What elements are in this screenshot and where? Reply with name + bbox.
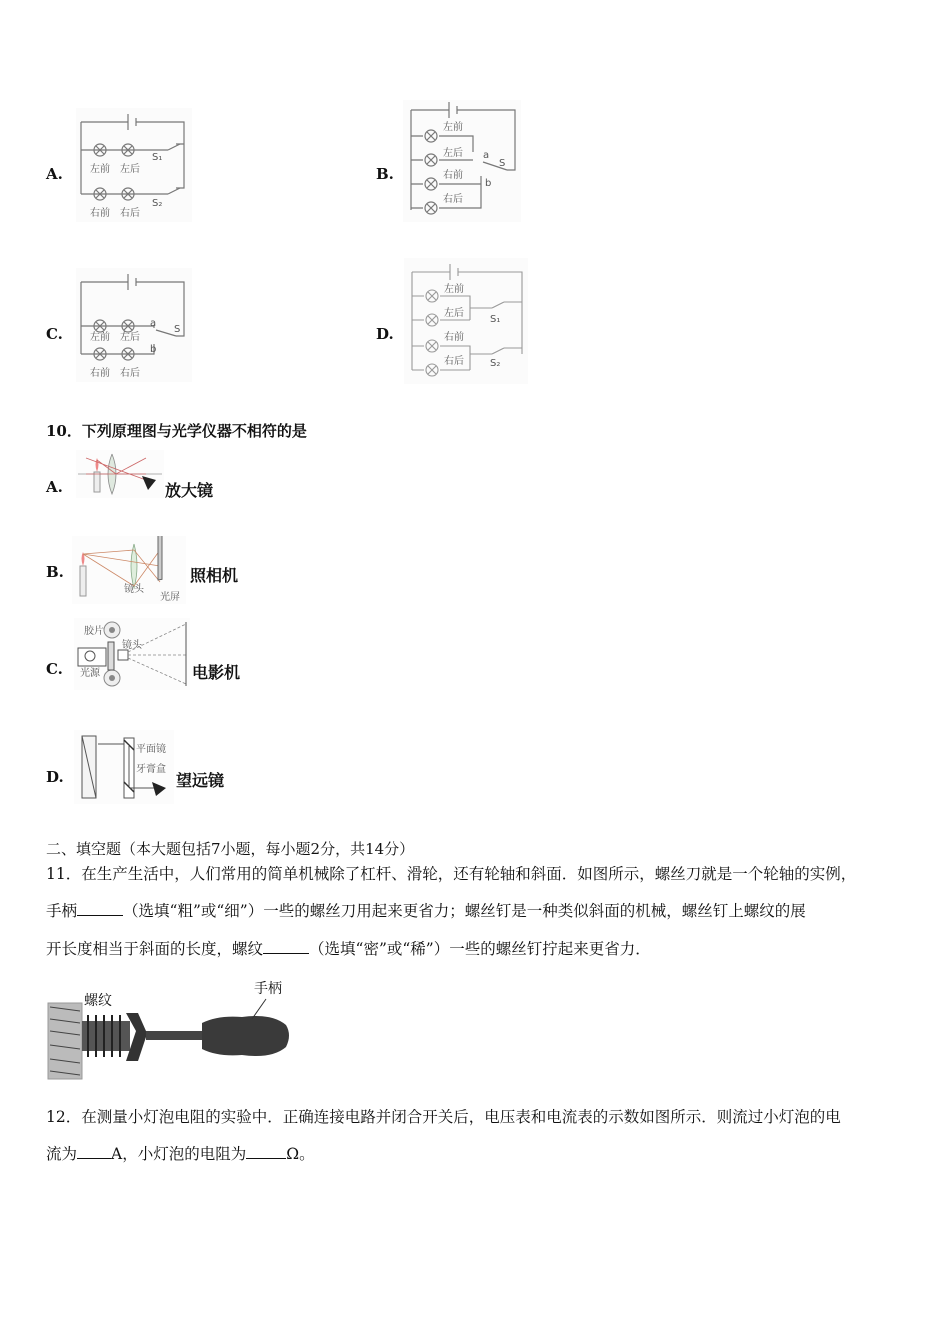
q10-option-d-caption: 望远镜 <box>176 771 225 790</box>
q10-option-a-letter: A. <box>46 478 63 496</box>
screwdriver-figure <box>46 975 294 1083</box>
label-right-front: 右前 <box>90 368 110 379</box>
label-left-front: 左前 <box>90 332 110 343</box>
q11-line-3-start: 开长度相当于斜面的长度，螺纹 <box>46 940 264 958</box>
periscope-mirror-label: 平面镜 <box>136 744 166 755</box>
option-d-letter: D. <box>376 325 394 343</box>
q11-line-1: 11．在生产生活中，人们常用的简单机械除了杠杆、滑轮，还有轮轴和斜面．如图所示，螺丝刀就是一个轮轴的实例， <box>46 865 857 883</box>
label-contact-b: b <box>150 344 157 355</box>
camera-diagram <box>72 536 186 604</box>
label-right-rear: 右后 <box>120 208 140 219</box>
label-contact-b: b <box>485 178 492 189</box>
q11-line-2-rest: （选填“粗”或“细”）一些的螺丝刀用起来更省力；螺丝钉是一种类似斜面的机械，螺丝钉上螺纹的展 <box>123 902 806 920</box>
q11-line-3 <box>46 939 651 959</box>
section-2-heading: 二、填空题（本大题包括7小题，每小题2分，共14分） <box>46 840 415 858</box>
periscope-box-label: 牙膏盒 <box>136 764 166 775</box>
label-left-rear: 左后 <box>444 308 464 319</box>
label-left-front: 左前 <box>443 122 463 133</box>
label-right-rear: 右后 <box>444 356 464 367</box>
q12-line-2 <box>46 1144 315 1164</box>
label-left-front: 左前 <box>90 164 110 175</box>
projector-lens-label: 镜头 <box>122 640 142 651</box>
circuit-diagram-c <box>76 268 192 382</box>
option-b-letter: B. <box>376 165 394 183</box>
q11-line-3-rest: （选填“密”或“稀”）一些的螺丝钉拧起来更省力． <box>309 940 651 958</box>
screw-thread-label: 螺纹 <box>84 993 112 1009</box>
q11-blank-handle[interactable] <box>77 901 123 916</box>
label-left-rear: 左后 <box>443 148 463 159</box>
label-right-rear: 右后 <box>120 368 140 379</box>
camera-screen-label: 光屏 <box>160 592 180 603</box>
q10-option-c-caption: 电影机 <box>192 663 241 682</box>
q10-option-b-letter: B. <box>46 563 64 581</box>
label-right-front: 右前 <box>443 170 463 181</box>
q12-blank-current[interactable] <box>77 1144 111 1159</box>
periscope-diagram <box>74 730 174 804</box>
circuit-diagram-b <box>403 100 521 222</box>
camera-lens-label: 镜头 <box>124 584 144 595</box>
projector-film-label: 胶片 <box>84 626 104 637</box>
q12-line-2-start: 流为 <box>46 1145 78 1163</box>
q12-blank-resistance[interactable] <box>246 1144 286 1159</box>
label-right-front: 右前 <box>90 208 110 219</box>
option-c-letter: C. <box>46 325 63 343</box>
label-switch-s: S <box>174 324 181 335</box>
label-contact-a: a <box>150 318 157 329</box>
projector-light-label: 光源 <box>80 668 100 679</box>
label-left-rear: 左后 <box>120 332 140 343</box>
label-contact-a: a <box>483 150 490 161</box>
label-right-front: 右前 <box>444 332 464 343</box>
q11-line-2 <box>46 901 806 921</box>
label-switch-s1: S₁ <box>490 314 501 325</box>
q12-line-2-mid: A，小灯泡的电阻为 <box>111 1145 247 1163</box>
label-switch-s2: S₂ <box>152 198 163 209</box>
projector-diagram <box>74 618 190 690</box>
q11-blank-thread[interactable] <box>263 939 309 954</box>
label-switch-s1: S₁ <box>152 152 163 163</box>
option-a-letter: A. <box>46 165 63 183</box>
magnifier-diagram <box>76 450 164 498</box>
label-switch-s2: S₂ <box>490 358 501 369</box>
question-10-title: 10．下列原理图与光学仪器不相符的是 <box>46 422 307 440</box>
q10-option-c-letter: C. <box>46 660 63 678</box>
q12-line-1: 12．在测量小灯泡电阻的实验中．正确连接电路并闭合开关后，电压表和电流表的示数如图所示．则流过小灯泡的电 <box>46 1108 841 1126</box>
q10-option-a-caption: 放大镜 <box>165 481 214 500</box>
q11-line-2-start: 手柄 <box>46 902 78 920</box>
q10-option-b-caption: 照相机 <box>190 566 239 585</box>
handle-label: 手柄 <box>254 981 282 997</box>
circuit-diagram-a <box>76 108 192 222</box>
q10-option-d-letter: D. <box>46 768 64 786</box>
label-left-front: 左前 <box>444 284 464 295</box>
label-left-rear: 左后 <box>120 164 140 175</box>
q12-line-2-end: Ω。 <box>286 1145 315 1163</box>
label-switch-s: S <box>499 158 506 169</box>
label-right-rear: 右后 <box>443 194 463 205</box>
circuit-diagram-d <box>404 258 528 384</box>
